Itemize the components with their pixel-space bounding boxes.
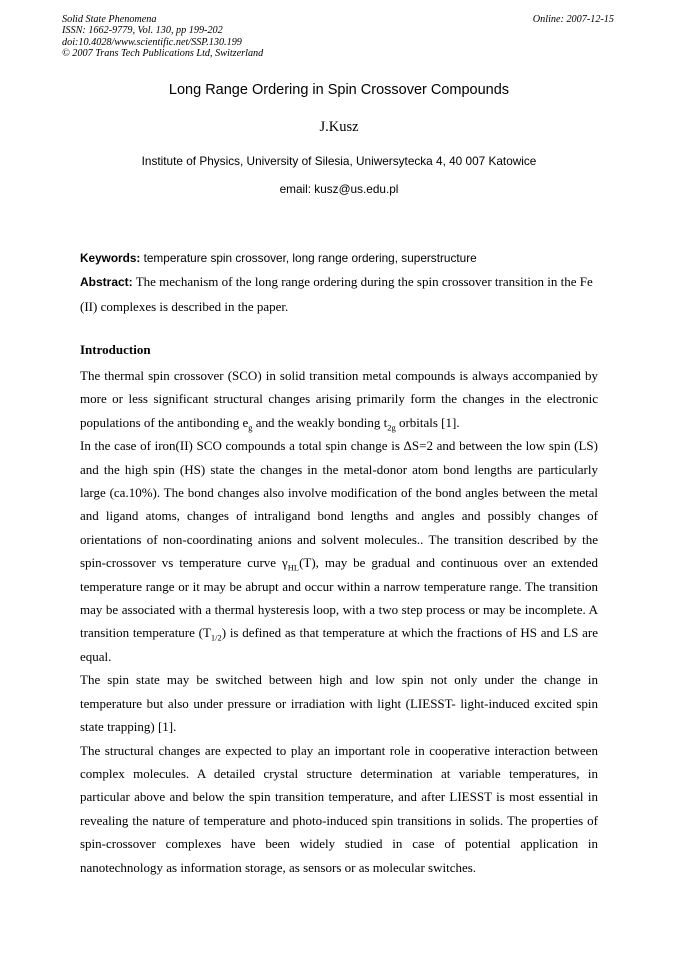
keywords-label: Keywords: bbox=[80, 251, 141, 265]
introduction-heading: Introduction bbox=[80, 342, 151, 357]
abstract-text: The mechanism of the long range ordering during the spin crossover transition in the Fe (II) complexes is described in the paper. bbox=[80, 274, 593, 314]
paragraph-text: In the case of iron(II) SCO compounds a total spin change is ΔS=2 and between the low spin (LS) and the high spin (HS) state the changes in the metal-donor atom bond lengths are particularly large (ca.10%). The bond changes also involve modification of the bond angles between the metal and ligand atoms, changes of intraligand bond lengths and angles and possibly changes of orientations of non-coordinating anions and solvent molecules.. The transition described by the spin-crossover vs temperature curve γ bbox=[80, 438, 598, 571]
abstract-label: Abstract: bbox=[80, 275, 133, 289]
author-email[interactable]: email: kusz@us.edu.pl bbox=[279, 182, 399, 196]
paragraph-text: (T), may be gradual and continuous over an extended temperature range or it may be abrupt and occur within a narrow temperature range. The transition may be associated with a thermal hysteresis loop, with a two step process or may be incomplete. A transition temperature (T bbox=[80, 555, 598, 641]
paragraph-text: orbitals [1]. bbox=[395, 414, 460, 430]
online-date: Online: 2007-12-15 bbox=[532, 14, 614, 25]
paragraph: The structural changes are expected to play an important role in cooperative interaction between complex molecules. A detailed crystal structure determination at variable temperatures, in particular above and below the spin transition temperature, and after LIESST is most essential in revealing the nature of temperature and photo-induced spin transitions in solids. The properties of spin-crossover complexes have been widely studied in case of potential application in nanotechnology as information storage, as sensors or as molecular switches. bbox=[80, 742, 598, 875]
paragraph-text: ) is defined as that temperature at which the fractions of HS and LS are equal. bbox=[80, 625, 598, 664]
paper-title: Long Range Ordering in Spin Crossover Compounds bbox=[168, 82, 510, 98]
journal-name: Solid State Phenomena bbox=[62, 14, 157, 25]
abstract bbox=[80, 270, 600, 318]
subscript: g bbox=[248, 422, 253, 433]
keywords bbox=[80, 251, 600, 265]
paragraph bbox=[80, 364, 598, 434]
journal-doi[interactable]: doi:10.4028/www.scientific.net/SSP.130.199 bbox=[62, 36, 242, 48]
introduction-body bbox=[80, 364, 598, 879]
subscript: 1/2 bbox=[210, 633, 222, 644]
journal-header bbox=[62, 14, 462, 60]
subscript: 2g bbox=[387, 422, 396, 433]
paragraph-text: The thermal spin crossover (SCO) in solid transition metal compounds is always accompanied by more or less significant structural changes arising primarily form the changes in the electronic populations of the antibonding e bbox=[80, 368, 598, 430]
keywords-text: temperature spin crossover, long range ordering, superstructure bbox=[143, 251, 477, 265]
paragraph: The spin state may be switched between high and low spin not only under the change in temperature but also under pressure or irradiation with light (LIESST- light-induced excited spin state trapping) [1]. bbox=[80, 672, 598, 735]
paper-author: J.Kusz bbox=[319, 119, 359, 135]
subscript: HL bbox=[287, 562, 300, 573]
author-affiliation: Institute of Physics, University of Silesia, Uniwersytecka 4, 40 007 Katowice bbox=[141, 154, 537, 168]
paragraph-text: and the weakly bonding t bbox=[252, 414, 388, 430]
journal-issn: ISSN: 1662-9779, Vol. 130, pp 199-202 bbox=[62, 25, 223, 37]
journal-copyright: © 2007 Trans Tech Publications Ltd, Switzerland bbox=[62, 48, 264, 60]
paragraph bbox=[80, 434, 598, 668]
